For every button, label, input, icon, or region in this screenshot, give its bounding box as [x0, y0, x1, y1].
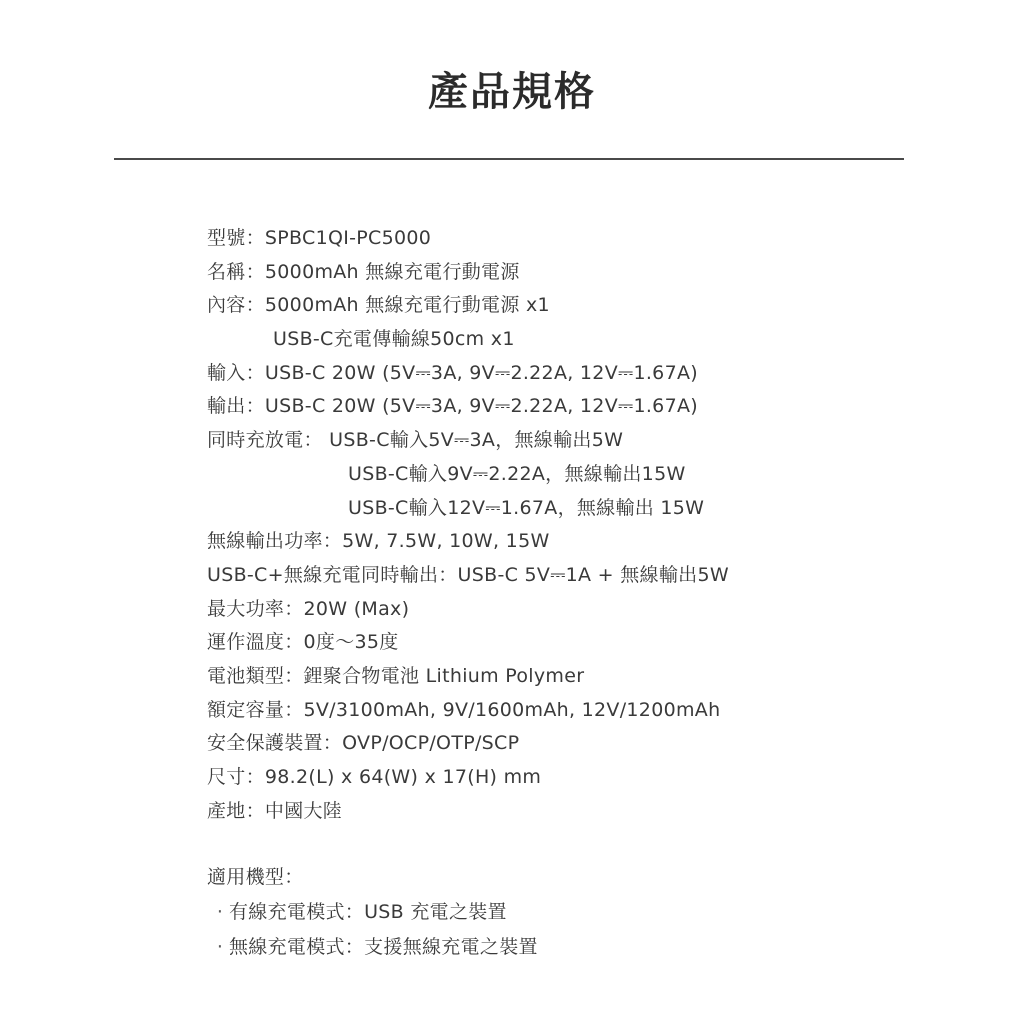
spec-dimensions: 尺寸：98.2(L) x 64(W) x 17(H) mm: [207, 766, 542, 788]
applicable-item-wired: [207, 895, 907, 930]
spec-simultaneous-9v: USB-C輸入9V⎓2.22A，無線輸出15W: [348, 462, 686, 485]
spec-contents-cable: USB-C充電傳輸線50cm x1: [273, 328, 515, 351]
bullet-icon: ·: [216, 936, 224, 958]
applicable-wired-text: 有線充電模式：USB 充電之裝置: [229, 901, 507, 923]
page-title: 產品規格: [428, 69, 596, 115]
title-divider: [114, 158, 904, 160]
spec-usbc-wireless-output: USB-C+無線充電同時輸出：USB-C 5V⎓1A + 無線輸出5W: [207, 563, 729, 586]
applicable-heading: 適用機型：: [207, 866, 304, 888]
spec-model: 型號：SPBC1QI-PC5000: [207, 227, 432, 249]
spec-name: 名稱：5000mAh 無線充電行動電源: [207, 260, 520, 283]
spec-battery-type: 電池類型：鋰聚合物電池 Lithium Polymer: [207, 664, 585, 687]
spec-simultaneous-12v: USB-C輸入12V⎓1.67A，無線輸出 15W: [348, 496, 705, 519]
spec-contents: 內容：5000mAh 無線充電行動電源 x1: [207, 294, 550, 317]
bullet-icon: ·: [216, 901, 224, 923]
spec-origin: 產地：中國大陸: [207, 799, 343, 822]
spec-protection: 安全保護裝置：OVP/OCP/OTP/SCP: [207, 732, 520, 755]
spec-wireless-power: 無線輸出功率：5W, 7.5W, 10W, 15W: [207, 530, 550, 553]
spec-operating-temp: 運作溫度：0度～35度: [207, 631, 399, 654]
spec-rated-capacity: 額定容量：5V/3100mAh, 9V/1600mAh, 12V/1200mAh: [207, 698, 721, 721]
applicable-item-wireless: [207, 930, 907, 965]
applicable-wireless-text: 無線充電模式：支援無線充電之裝置: [229, 936, 538, 958]
spec-output: 輸出：USB-C 20W (5V⎓3A, 9V⎓2.22A, 12V⎓1.67A): [207, 395, 698, 418]
spec-list: [207, 222, 907, 828]
spec-simultaneous: 同時充放電： USB-C輸入5V⎓3A，無線輸出5W: [207, 429, 624, 452]
applicable-models: [207, 860, 907, 965]
spec-max-power: 最大功率：20W (Max): [207, 597, 410, 620]
spec-input: 輸入：USB-C 20W (5V⎓3A, 9V⎓2.22A, 12V⎓1.67A): [207, 361, 698, 384]
